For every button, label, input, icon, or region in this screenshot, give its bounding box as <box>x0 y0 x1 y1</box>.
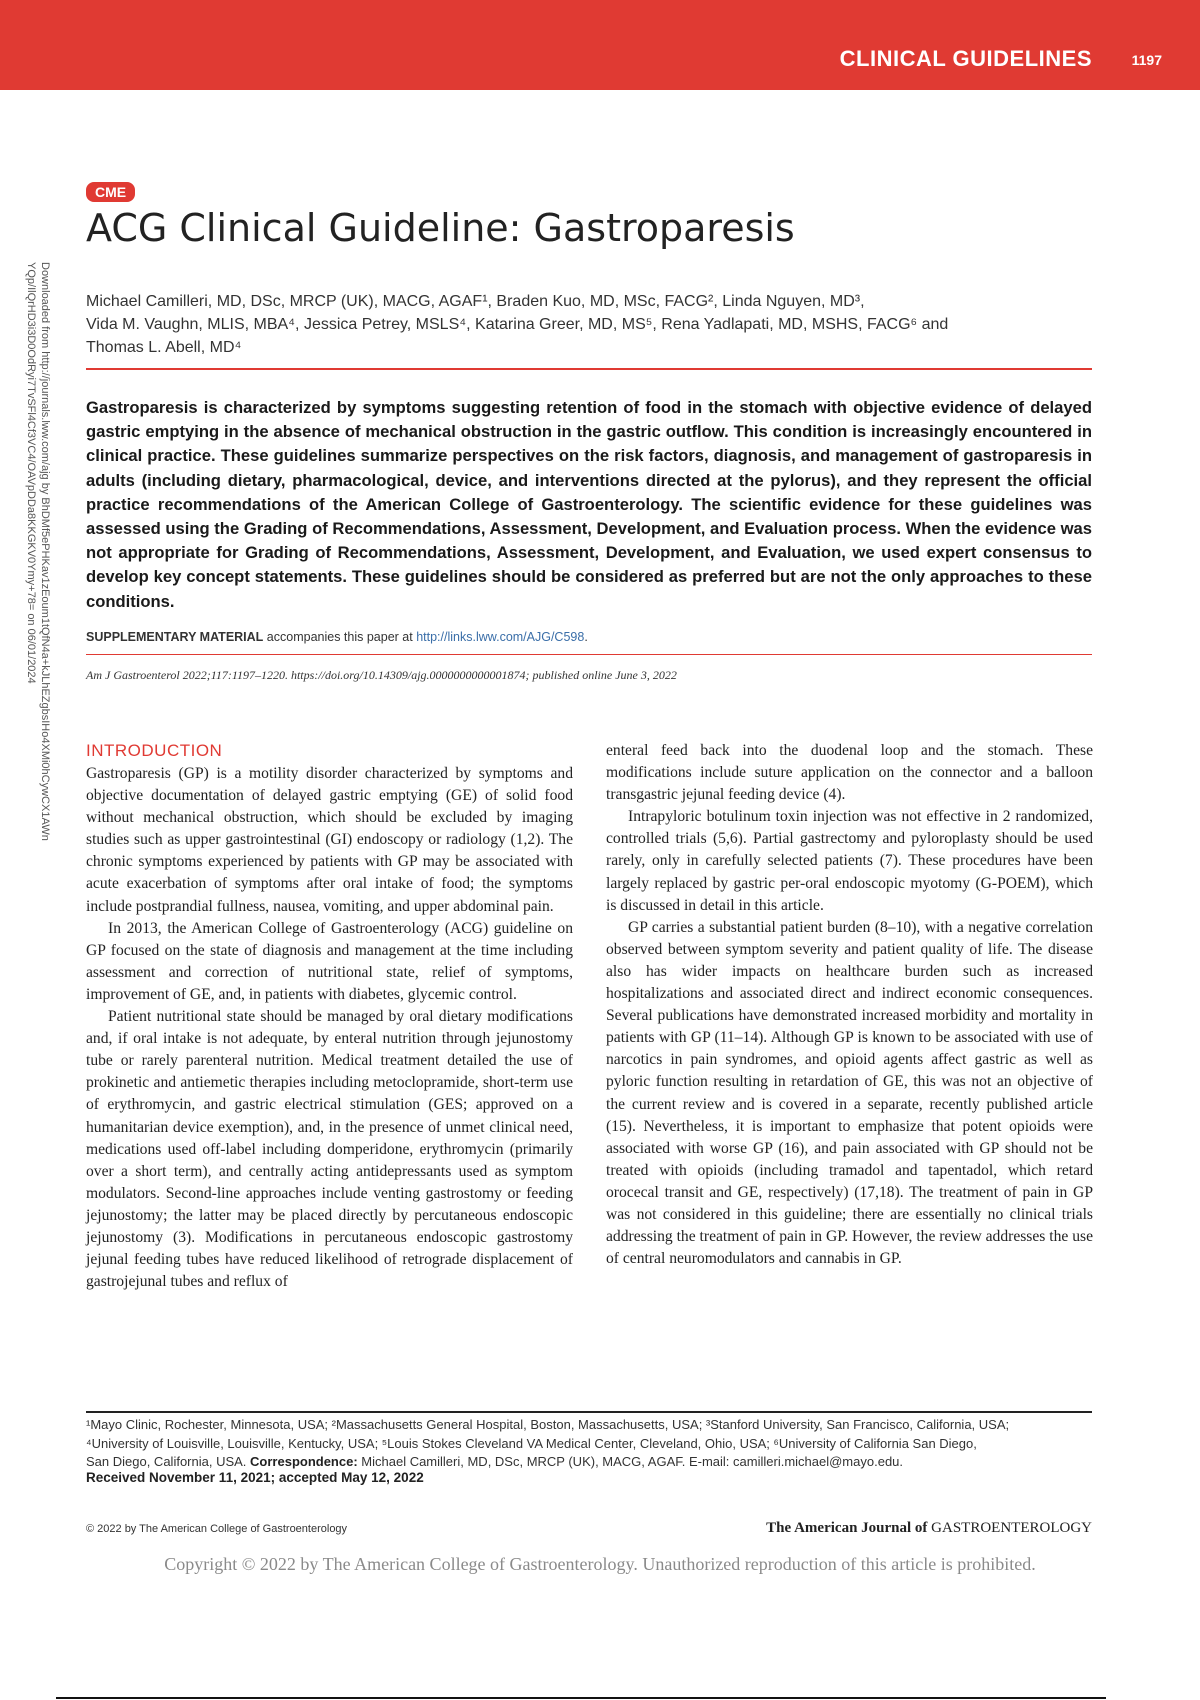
correspondence-label: Correspondence: <box>250 1454 358 1469</box>
watermark-line-1: Downloaded from http://journals.lww.com/ajg by BhDMf5ePHKav1zEoum1tQfN4a+kJLhEZgbsIHo4XMi0hCywCX1AWn <box>39 262 51 841</box>
bottom-rule <box>56 1697 1106 1699</box>
right-column <box>606 740 1093 1270</box>
supplementary-text: accompanies this paper at <box>263 630 417 644</box>
author-line-3: Thomas L. Abell, MD⁴ <box>86 339 242 356</box>
affiliation-line-3: San Diego, California, USA. Correspondence: Michael Camilleri, MD, DSc, MRCP (UK), MACG, AGAF. E-mail: camilleri.michael@mayo.edu. <box>86 1454 904 1469</box>
page-number: 1197 <box>1131 52 1162 68</box>
author-line-2: Vida M. Vaughn, MLIS, MBA⁴, Jessica Petrey, MSLS⁴, Katarina Greer, MD, MS⁵, Rena Yadlapati, MD, MSHS, FACG⁶ and <box>86 316 949 333</box>
affiliation-line-2: ⁴University of Louisville, Louisville, Kentucky, USA; ⁵Louis Stokes Cleveland VA Medical Center, Cleveland, Ohio, USA; ⁶University of California San Diego, <box>86 1435 977 1451</box>
footnote-divider <box>86 1411 1092 1413</box>
left-column <box>86 740 573 1293</box>
paragraph: In 2013, the American College of Gastroenterology (ACG) guideline on GP focused on the state of diagnosis and management at the time including assessment and correction of nutritional state, relief of symptoms, improvement of GE, and, in patients with diabetes, glycemic control. <box>86 919 573 1003</box>
paragraph: Intrapyloric botulinum toxin injection was not effective in 2 randomized, controlled trials (5,6). Partial gastrectomy and pyloroplasty should be used rarely, only in carefully selected patients (7). These procedures have been largely replaced by gastric per-oral endoscopic myotomy (G-POEM), which is discussed in detail in this article. <box>606 808 1093 914</box>
author-line-1: Michael Camilleri, MD, DSc, MRCP (UK), MACG, AGAF¹, Braden Kuo, MD, MSc, FACG², Linda Nguyen, MD³, <box>86 293 865 310</box>
affiliations <box>86 1416 1106 1472</box>
divider <box>86 368 1092 370</box>
paragraph: GP carries a substantial patient burden (8–10), with a negative correlation observed between symptom severity and patient quality of life. The disease also has wider impacts on healthcare burden such as increased hospitalizations and associated direct and indirect economic consequences. Several publications have demonstrated increased morbidity and mortality in patients with GP (11–14). Although GP is known to be associated with use of narcotics in pain syndromes, and opioid agents affect gastric as well as pyloric function resulting in retardation of GE, this was not an objective of the current review and is covered in a separate, recently published article (15). Nevertheless, it is important to emphasize that potent opioids were associated with worse GP (16), and pain associated with GP should not be treated with opioids (including tramadol and tapentadol, which retard orocecal transit and GE, respectively) (17,18). The treatment of pain in GP was not considered in this guideline; there are essentially no clinical trials addressing the treatment of pain in GP. However, the review addresses the use of central neuromodulators and cannabis in GP. <box>606 918 1093 1268</box>
section-heading: INTRODUCTION <box>86 741 223 760</box>
article-title: ACG Clinical Guideline: Gastroparesis <box>86 206 795 250</box>
journal-title: GASTROENTEROLOGY <box>931 1520 1092 1536</box>
paragraph: Patient nutritional state should be managed by oral dietary modifications and, if oral intake is not adequate, by enteral nutrition through jejunostomy tube or rarely parenteral nutrition. Medical treatment detailed the use of prokinetic and antiemetic therapies including metoclopramide, short-term use of erythromycin, and gastric electrical stimulation (GES; approved on a humanitarian device exemption), and, in the presence of unmet clinical need, medications used off-label including domperidone, erythromycin (primarily over a short term), and centrally acting antidepressants used as symptom modulators. Second-line approaches include venting gastrostomy or feeding jejunostomy; the latter may be placed directly by percutaneous endoscopic jejunostomy (3). Modifications in percutaneous endoscopic gastrostomy jejunal feeding tubes have reduced likelihood of retrograde displacement of gastrojejunal tubes and reflux of <box>86 1008 573 1291</box>
watermark-line-2: YQp/IlQrHD3i3D0OdRyi7TvSFl4Cf3VC4/OAVpDDa8KKGKV0Ymy+78= on 06/01/2024 <box>25 262 37 684</box>
cme-badge: CME <box>86 182 135 202</box>
citation: Am J Gastroenterol 2022;117:1197–1220. https://doi.org/10.14309/ajg.0000000000001874; published online June 3, 2022 <box>86 668 677 682</box>
abstract: Gastroparesis is characterized by symptoms suggesting retention of food in the stomach with objective evidence of delayed gastric emptying in the absence of mechanical obstruction in the gastric outflow. This condition is increasingly encountered in clinical practice. These guidelines summarize perspectives on the risk factors, diagnosis, and management of gastroparesis in adults (including dietary, pharmacological, device, and interventions directed at the pylorus), and they represent the official practice recommendations of the American College of Gastroenterology. The scientific evidence for these guidelines was assessed using the Grading of Recommendations, Assessment, Development, and Evaluation process. When the evidence was not appropriate for Grading of Recommendations, Assessment, Development, and Evaluation, we used expert consensus to develop key concept statements. These guidelines should be considered as preferred but are not the only approaches to these conditions. <box>86 398 1092 611</box>
journal-name <box>766 1520 1092 1537</box>
supplementary-note <box>86 630 588 644</box>
copyright-small: © 2022 by The American College of Gastroenterology <box>86 1523 348 1535</box>
copyright-notice: Copyright © 2022 by The American College of Gastroenterology. Unauthorized reproduction of this article is prohibited. <box>164 1554 1036 1574</box>
received-dates: Received November 11, 2021; accepted May 12, 2022 <box>86 1470 424 1485</box>
journal-prefix: The American Journal of <box>766 1520 932 1536</box>
header-bar <box>0 0 1200 90</box>
download-watermark <box>25 262 52 932</box>
supplementary-end: . <box>584 630 588 644</box>
divider <box>86 654 1092 655</box>
supplementary-link[interactable]: http://links.lww.com/AJG/C598 <box>416 630 585 644</box>
paragraph: Gastroparesis (GP) is a motility disorder characterized by symptoms and objective documentation of delayed gastric emptying (GE) of solid food without mechanical obstruction, which should be excluded by imaging studies such as upper gastrointestinal (GI) endoscopy or radiology (1,2). The chronic symptoms experienced by patients with GP may be associated with acute exacerbation of symptoms after oral intake of food; the symptoms include postprandial fullness, nausea, vomiting, and upper abdominal pain. <box>86 765 573 915</box>
section-label: CLINICAL GUIDELINES <box>839 46 1092 71</box>
author-list <box>86 290 1096 359</box>
affiliation-line-1: ¹Mayo Clinic, Rochester, Minnesota, USA; ²Massachusetts General Hospital, Boston, Massachusetts, USA; ³Stanford University, San Francisco, California, USA; <box>86 1417 1010 1432</box>
paragraph: enteral feed back into the duodenal loop and the stomach. These modifications include suture application on the connector and a balloon transgastric jejunal feeding device (4). <box>606 742 1093 804</box>
supplementary-label: SUPPLEMENTARY MATERIAL <box>86 630 264 644</box>
